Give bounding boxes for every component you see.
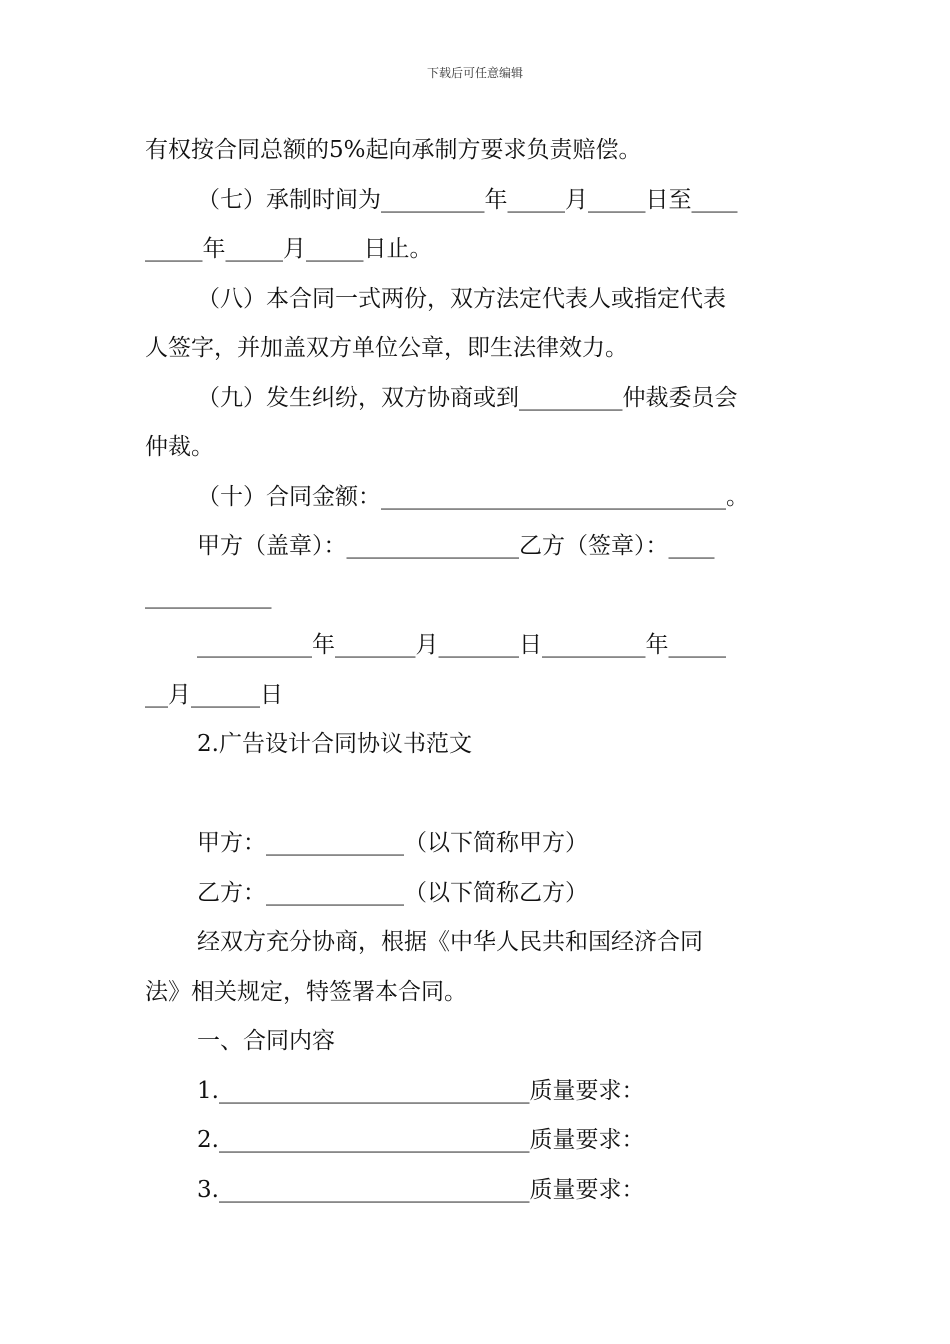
text-line: _____年_____月_____日止。 bbox=[145, 236, 433, 262]
contract-body bbox=[145, 126, 810, 1215]
text-line: 有权按合同总额的5%起向承制方要求负责赔偿。 bbox=[145, 137, 642, 163]
section-title: 2.广告设计合同协议书范文 bbox=[197, 731, 472, 757]
party-b-line: 乙方：____________（以下简称乙方） bbox=[197, 879, 588, 906]
list-item: 3.___________________________质量要求： bbox=[197, 1176, 645, 1203]
text-line: 法》相关规定，特签署本合同。 bbox=[145, 978, 467, 1005]
date-line: __月______日 bbox=[145, 681, 283, 708]
date-line: __________年_______月_______日_________年_____ bbox=[197, 632, 726, 658]
signature-line: ___________ bbox=[145, 582, 272, 609]
text-line: 人签字，并加盖双方单位公章，即生法律效力。 bbox=[145, 335, 628, 361]
section-heading: 一、合同内容 bbox=[197, 1028, 335, 1054]
party-a-line: 甲方：____________（以下简称甲方） bbox=[197, 830, 588, 856]
list-item: 1.___________________________质量要求： bbox=[197, 1077, 645, 1104]
text-line: （七）承制时间为_________年_____月_____日至____ bbox=[197, 186, 738, 213]
text-line: 经双方充分协商，根据《中华人民共和国经济合同 bbox=[197, 929, 703, 955]
text-line: （九）发生纠纷，双方协商或到_________仲裁委员会 bbox=[197, 384, 738, 411]
page-header: 下载后可任意编辑 bbox=[426, 66, 523, 80]
text-line: （八）本合同一式两份，双方法定代表人或指定代表 bbox=[197, 285, 726, 312]
blank-spacer bbox=[145, 770, 810, 820]
list-item: 2.___________________________质量要求： bbox=[197, 1127, 645, 1153]
text-line: （十）合同金额：______________________________。 bbox=[197, 483, 749, 510]
text-line: 仲裁。 bbox=[145, 434, 214, 460]
signature-line: 甲方（盖章）：_______________乙方（签章）：____ bbox=[197, 533, 715, 559]
